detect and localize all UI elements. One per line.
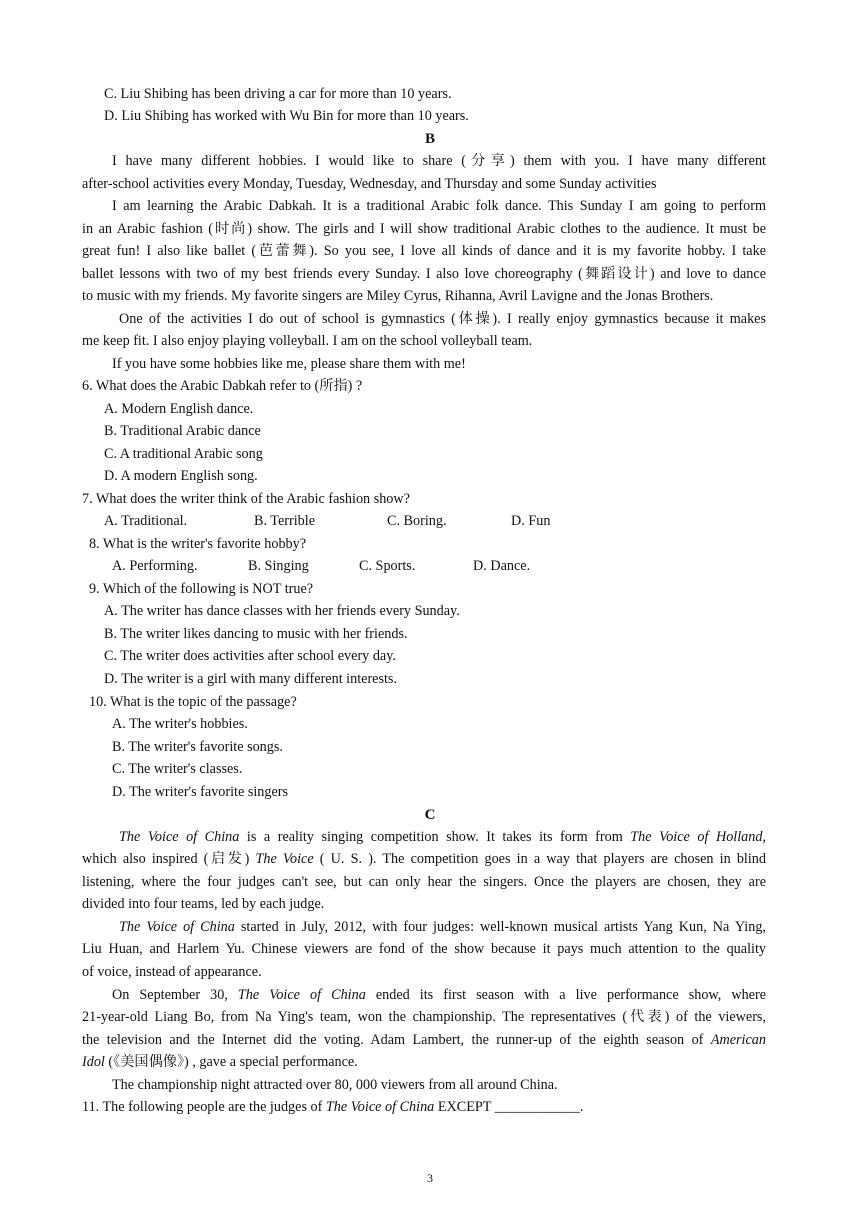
passage-c-line: The Voice of China started in July, 2012, with four judges: well-known musical artists Yang Kun, Na Ying, [119,919,766,935]
question-6-option: A. Modern English dance. [104,401,254,417]
prev-option-d: D. Liu Shibing has worked with Wu Bin for more than 10 years. [104,108,469,124]
passage-c-line: listening, where the four judges can't see, but can only hear the singers. Once the players are chosen, they are [82,874,766,890]
passage-c-line: The championship night attracted over 80, 000 viewers from all around China. [112,1077,558,1093]
question-7-stem: 7. What does the writer think of the Arabic fashion show? [82,491,410,507]
question-7-option: C. Boring. [387,513,447,529]
question-9-option: D. The writer is a girl with many different interests. [104,671,398,687]
question-6-option: B. Traditional Arabic dance [104,423,261,439]
passage-b-line: great fun! I also like ballet (芭蕾舞). So you see, I love all kinds of dance and it is my favorite hobby. I take [82,243,766,259]
question-9-stem: 9. Which of the following is NOT true? [89,581,314,597]
question-10-stem: 10. What is the topic of the passage? [89,694,297,710]
prev-option-c: C. Liu Shibing has been driving a car for more than 10 years. [104,86,452,102]
question-8-option: B. Singing [248,558,309,574]
passage-b-line: I have many different hobbies. I would like to share (分享) them with you. I have many different [112,153,766,169]
question-9-option: C. The writer does activities after school every day. [104,648,396,664]
section-c-heading: C [424,807,436,823]
question-6-stem: 6. What does the Arabic Dabkah refer to (所指) ? [82,378,363,394]
question-7-option: D. Fun [511,513,551,529]
question-10-option: A. The writer's hobbies. [112,716,248,732]
question-10-option: B. The writer's favorite songs. [112,739,283,755]
passage-b-line: If you have some hobbies like me, please share them with me! [112,356,466,372]
question-7-option: A. Traditional. [104,513,188,529]
question-9-option: B. The writer likes dancing to music with her friends. [104,626,408,642]
passage-b-line: after-school activities every Monday, Tuesday, Wednesday, and Thursday and some Sunday activities [82,176,657,192]
passage-b-line: I am learning the Arabic Dabkah. It is a traditional Arabic folk dance. This Sunday I am going to perform [112,198,766,214]
question-8-stem: 8. What is the writer's favorite hobby? [89,536,307,552]
passage-c-line: which also inspired (启发) The Voice ( U. S. ). The competition goes in a way that players are chosen in blind [82,851,766,867]
passage-b-line: ballet lessons with two of my best friends every Sunday. I also love choreography (舞蹈设计) and love to dance [82,266,766,282]
passage-c-line: divided into four teams, led by each judge. [82,896,325,912]
question-8-option: D. Dance. [473,558,531,574]
question-10-option: D. The writer's favorite singers [112,784,289,800]
question-6-option: D. A modern English song. [104,468,258,484]
passage-c-line: the television and the Internet did the voting. Adam Lambert, the runner-up of the eighth season of American [82,1032,766,1048]
question-7-option: B. Terrible [254,513,315,529]
passage-c-line: Idol (《美国偶像》) , gave a special performance. [82,1054,358,1070]
passage-c-line: 21-year-old Liang Bo, from Na Ying's team, won the championship. The representatives (代表) of the viewers, [82,1009,766,1025]
question-6-option: C. A traditional Arabic song [104,446,263,462]
section-b-heading: B [424,131,435,147]
passage-b-line: in an Arabic fashion (时尚) show. The girls and I will show traditional Arabic clothes to the audience. It must be [82,221,766,237]
passage-c-line: On September 30, The Voice of China ended its first season with a live performance show, where [112,987,766,1003]
question-8-option: A. Performing. [112,558,198,574]
question-8-option: C. Sports. [359,558,416,574]
page-number: 3 [427,1171,433,1185]
passage-b-line: One of the activities I do out of school is gymnastics (体操). I really enjoy gymnastics because it makes [119,311,766,327]
question-9-option: A. The writer has dance classes with her friends every Sunday. [104,603,460,619]
passage-b-line: me keep fit. I also enjoy playing volleyball. I am on the school volleyball team. [82,333,533,349]
question-11-stem: 11. The following people are the judges of The Voice of China EXCEPT ____________. [82,1099,584,1115]
passage-b-line: to music with my friends. My favorite singers are Miley Cyrus, Rihanna, Avril Lavigne and the Jonas Brothers. [82,288,714,304]
passage-c-line: Liu Huan, and Harlem Yu. Chinese viewers are fond of the show because it pays much attention to the quality [82,941,766,957]
question-10-option: C. The writer's classes. [112,761,243,777]
passage-c-line: of voice, instead of appearance. [82,964,262,980]
passage-c-line: The Voice of China is a reality singing competition show. It takes its form from The Voice of Holland, [119,829,766,845]
